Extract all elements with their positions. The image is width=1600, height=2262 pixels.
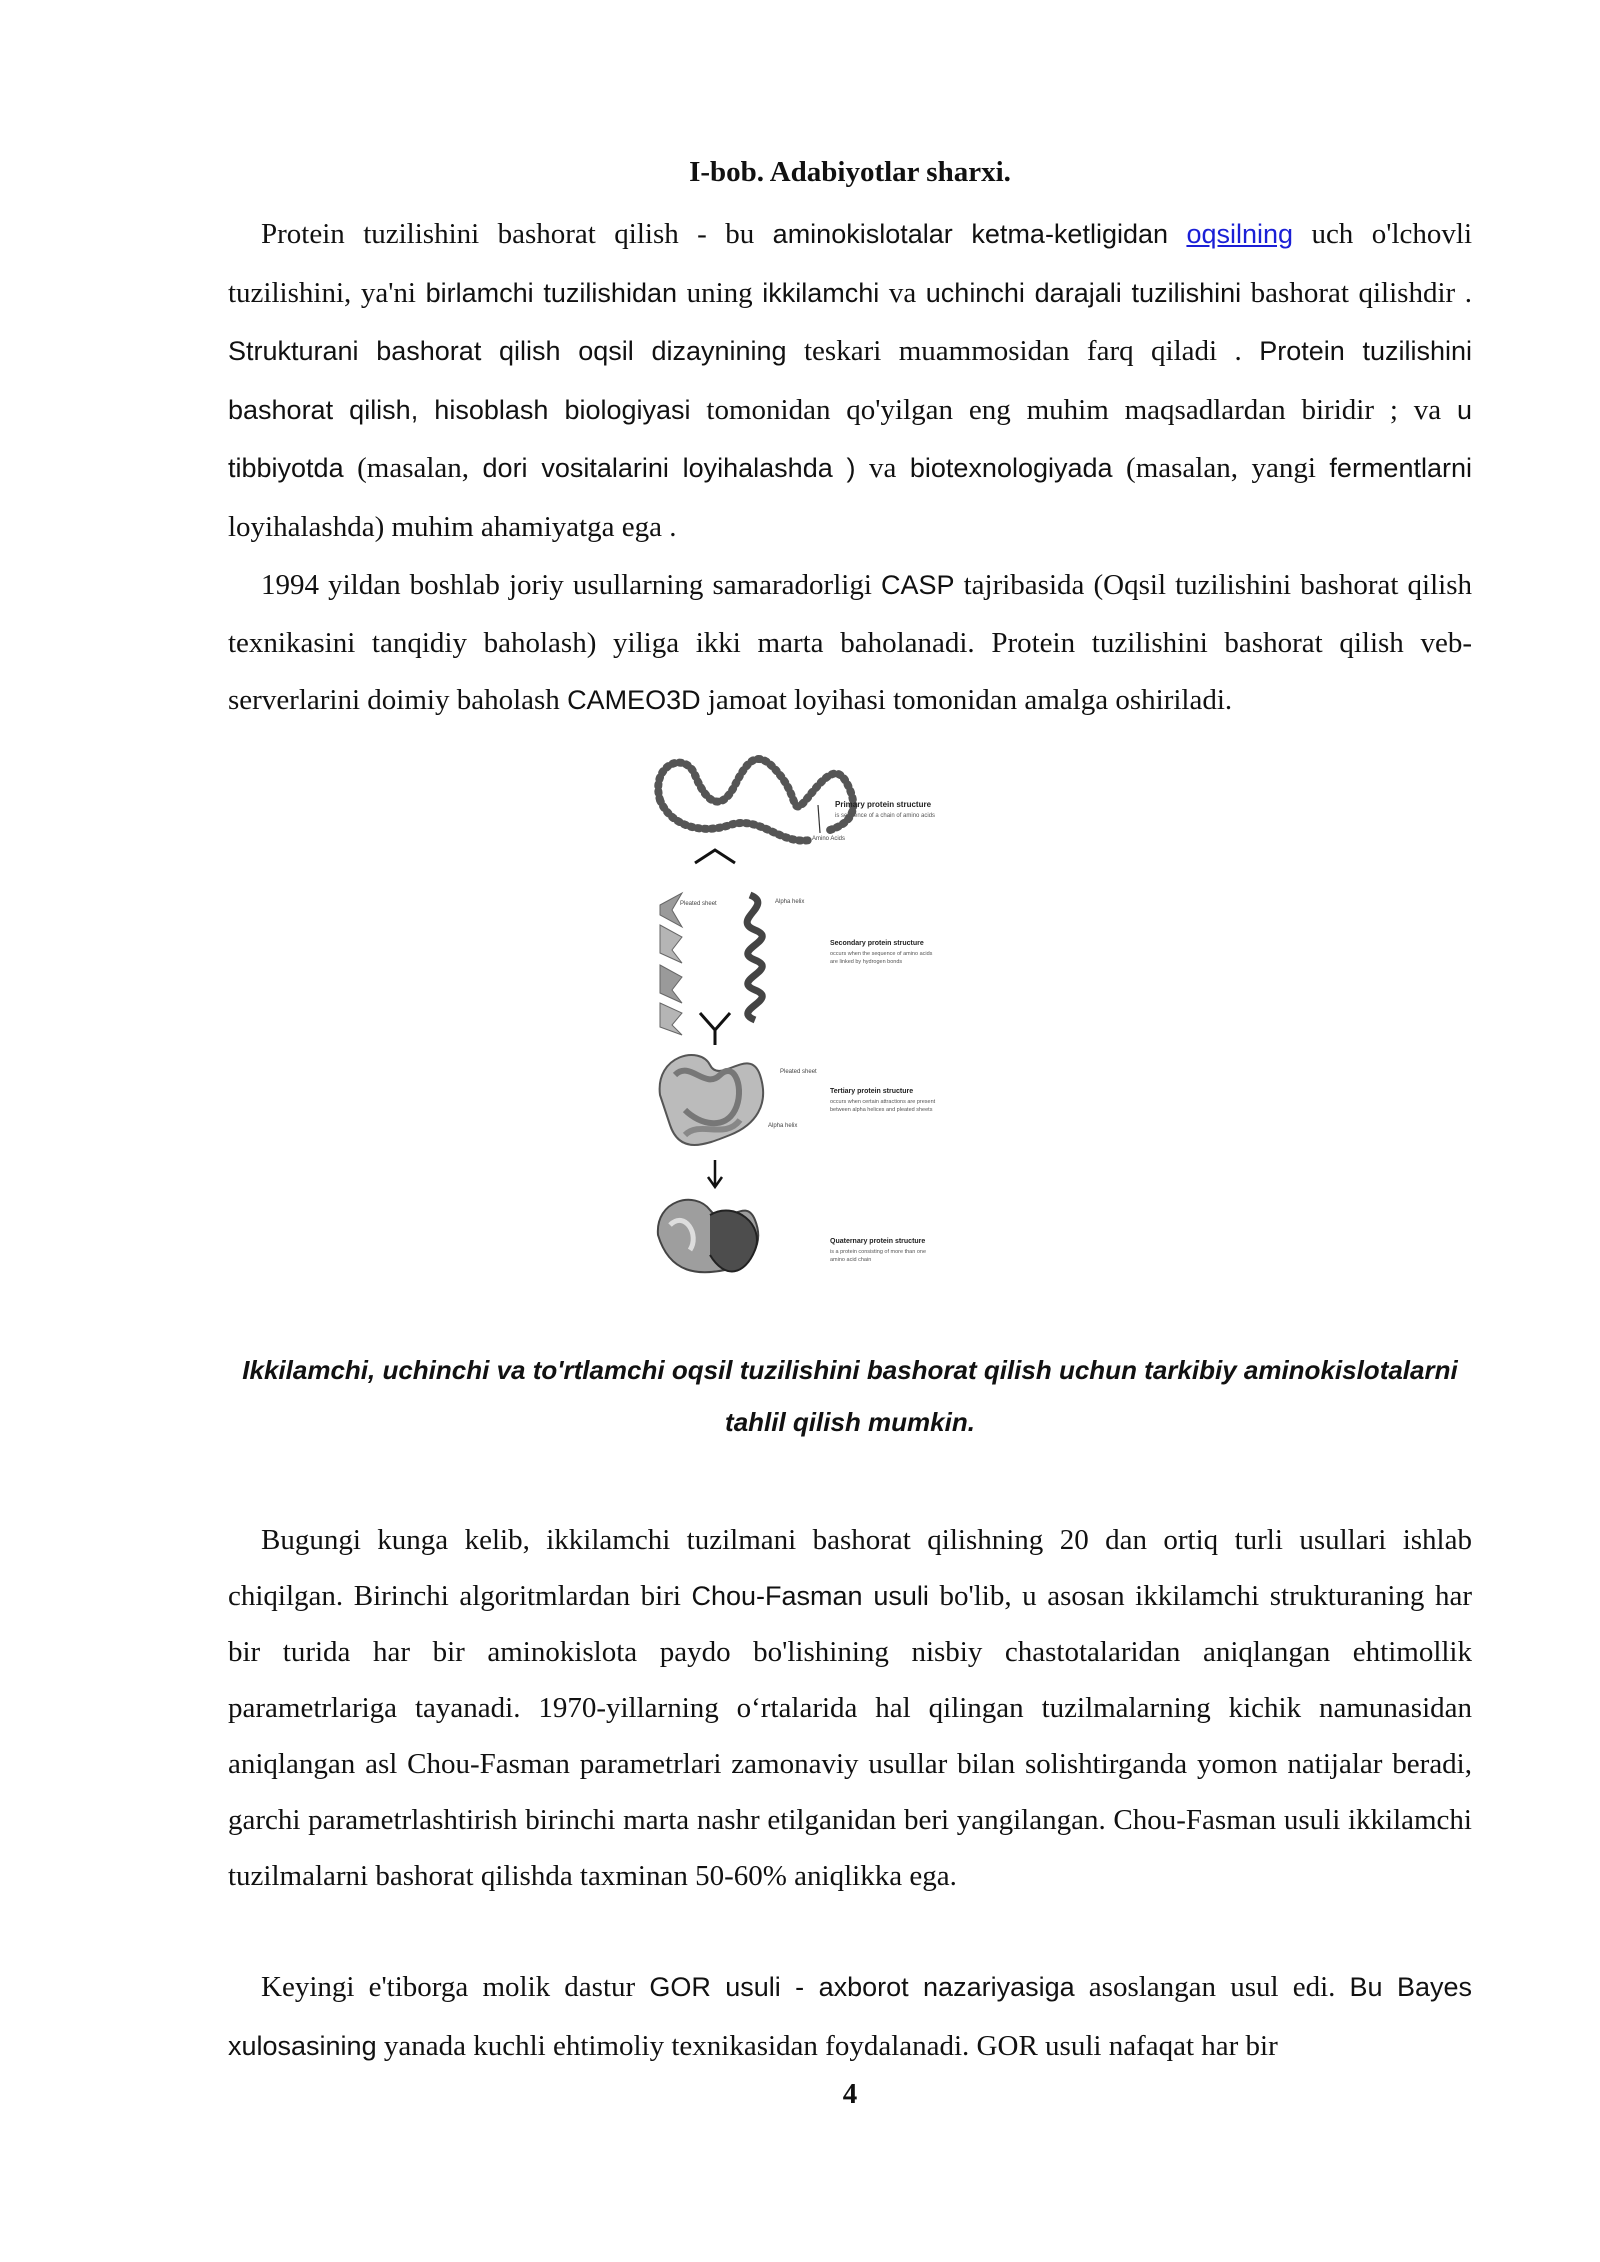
figure-caption: Ikkilamchi, uchinchi va to'rtlamchi oqsil tuzilishini bashorat qilish uchun tarkibiy aminokislotalarni tahlil qilish mumkin. <box>242 1355 1458 1437</box>
text-run: Keyingi e'tiborga molik dastur <box>261 1971 650 2003</box>
arrow-down-icon <box>708 1160 722 1187</box>
paragraph-chou-fasman <box>228 1512 1472 1904</box>
term: Bu Bayes xulosasining <box>228 1972 1473 2061</box>
text-run: uch o'lchovli tuzilishini, ya'ni <box>228 218 1472 309</box>
term: dori vositalarini loyihalashda ) <box>482 453 856 483</box>
term: Strukturani bashorat qilish oqsil dizaynining <box>228 336 787 366</box>
arrow-converge-icon <box>700 1013 730 1045</box>
term: Protein tuzilishini bashorat qilish, hisoblash biologiyasi <box>228 336 1472 425</box>
text-run: (masalan, yangi <box>1112 452 1330 484</box>
text-run: tajribasida (Oqsil tuzilishini bashorat qilish texnikasini tanqidiy baholash) yiliga ikki marta baholanadi. Protein tuzilishini bashorat qilish veb-serverlarini doimiy baholash <box>228 569 1472 716</box>
tertiary-structure-blob <box>660 1055 764 1145</box>
text-run: va <box>879 276 926 309</box>
pleated-sheet-shape <box>660 893 682 1035</box>
primary-title: Primary protein structure <box>835 800 932 809</box>
term: ikkilamchi <box>762 277 880 308</box>
tertiary-pleated-label: Pleated sheet <box>780 1069 817 1075</box>
text-run: asoslangan usul edi. <box>1074 1971 1350 2003</box>
text-run <box>1168 218 1186 250</box>
term: birlamchi tuzilishidan <box>425 277 677 308</box>
quaternary-desc-1: is a protein consisting of more than one <box>830 1249 927 1255</box>
text-run: bo'lib, u asosan ikkilamchi strukturaning har bir turida har bir aminokislota paydo bo'lishining nisbiy chastotalaridan aniqlangan ehtimollik parametrlariga tayanadi. 1970-yillarning oʻrtalarida hal qilingan tuzilmalarning kichik namunasidan aniqlangan asl Chou-Fasman parametrlari zamonaviy usullar bilan solishtirganda yomon natijalar beradi, garchi parametrlashtirish birinchi marta nashr etilganidan beri yangilangan. Chou-Fasman usuli ikkilamchi tuzilmalarni bashorat qilishda taxminan 50-60% aniqlikka ega. <box>228 1580 1472 1892</box>
text-run: yanada kuchli ehtimoliy texnikasidan foydalanadi. GOR usuli nafaqat har bir <box>376 2029 1278 2062</box>
tertiary-desc-1: occurs when certain attractions are present <box>830 1099 936 1105</box>
secondary-desc-2: are linked by hydrogen bonds <box>830 959 903 965</box>
primary-desc: is sequence of a chain of amino acids <box>835 813 936 819</box>
oqsilning-link[interactable]: oqsilning <box>1186 219 1294 249</box>
term: GOR usuli - axborot nazariyasiga <box>649 1972 1075 2002</box>
paragraph-intro <box>228 205 1472 556</box>
text-run: bashorat qilishdir . <box>1241 276 1472 309</box>
quaternary-desc-2: amino acid chain <box>830 1257 872 1263</box>
text-run: 1994 yildan boshlab joriy usullarning samaradorligi <box>261 569 881 601</box>
term: uchinchi darajali tuzilishini <box>925 277 1242 308</box>
protein-structure-figure <box>640 745 1070 1315</box>
alpha-helix-label: Alpha helix <box>775 899 805 905</box>
alpha-helix-shape <box>747 895 762 1020</box>
term: CAMEO3D <box>567 685 701 715</box>
tertiary-title: Tertiary protein structure <box>830 1088 914 1095</box>
text-run: uning <box>677 276 763 309</box>
text-run: jamoat loyihasi tomonidan amalga oshiriladi. <box>700 684 1233 716</box>
secondary-title: Secondary protein structure <box>830 940 924 947</box>
pleated-sheet-label: Pleated sheet <box>680 901 717 907</box>
text-run: teskari muammosidan farq qiladi . <box>786 335 1260 367</box>
page-number: 4 <box>842 2078 858 2110</box>
term: aminokislotalar ketma-ketligidan <box>772 219 1169 249</box>
text-run: tomonidan qo'yilgan eng muhim maqsadlardan biridir ; va <box>690 393 1457 426</box>
term: u tibbiyotda <box>228 394 1472 483</box>
amino-acids-label: Amino Acids <box>812 836 846 842</box>
paragraph-casp <box>228 557 1472 730</box>
term: fermentlarni <box>1329 453 1472 483</box>
text-run: va <box>855 452 910 484</box>
term: Chou-Fasman usuli <box>691 1581 929 1611</box>
text-run: loyihalashda) muhim ahamiyatga ega . <box>228 510 677 543</box>
arrow-diverge-icon <box>695 850 735 863</box>
quaternary-title: Quaternary protein structure <box>830 1238 926 1245</box>
secondary-desc-1: occurs when the sequence of amino acids <box>830 951 933 957</box>
term: CASP <box>880 570 955 600</box>
primary-structure-chain <box>658 759 853 841</box>
text-run: (masalan, <box>343 452 483 484</box>
term: biotexnologiyada <box>909 453 1113 483</box>
tertiary-desc-2: between alpha helices and pleated sheets <box>830 1107 933 1113</box>
text-run: Bugungi kunga kelib, ikkilamchi tuzilmani bashorat qilishning 20 dan ortiq turli usullari ishlab chiqilgan. Birinchi algoritmlardan biri <box>228 1524 1472 1612</box>
tertiary-alpha-label: Alpha helix <box>768 1123 798 1129</box>
chapter-heading: I-bob. Adabiyotlar sharxi. <box>689 156 1011 188</box>
text-run: Protein tuzilishini bashorat qilish - bu <box>261 218 773 250</box>
quaternary-structure-blob <box>658 1200 758 1272</box>
paragraph-gor <box>228 1958 1472 2075</box>
